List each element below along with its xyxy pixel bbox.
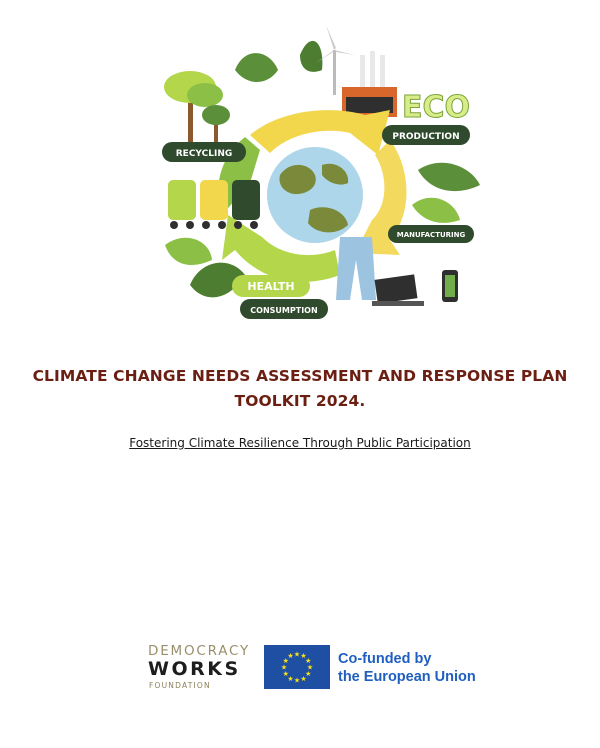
eu-star-icon: ★ [305, 657, 312, 665]
eco-cycle-illustration [150, 15, 480, 325]
eu-star-icon: ★ [282, 670, 289, 678]
eu-star-icon: ★ [293, 650, 301, 659]
eu-cofunded-text [338, 650, 476, 686]
eu-star-icon: ★ [300, 674, 307, 683]
phone-icon [442, 270, 458, 302]
title-line-1: CLIMATE CHANGE NEEDS ASSESSMENT AND RESPONSE PLAN [32, 367, 568, 385]
logo-line-foundation: FOUNDATION [149, 681, 211, 690]
tree-icon [164, 71, 230, 145]
document-title [20, 364, 580, 414]
eu-line-2: the European Union [338, 669, 476, 685]
eu-star-icon: ★ [300, 652, 307, 661]
health-label-pill [232, 275, 310, 297]
eu-star-icon: ★ [282, 657, 289, 665]
eu-star-icon: ★ [280, 663, 288, 672]
eu-star-icon: ★ [305, 670, 312, 678]
recycling-label: RECYCLING [175, 149, 233, 159]
subtitle-text: Fostering Climate Resilience Through Public Participation [129, 436, 471, 450]
consumption-label: CONSUMPTION [250, 306, 318, 315]
health-label: HEALTH [247, 280, 295, 293]
factory-icon [342, 51, 397, 117]
laptop-icon [372, 274, 424, 306]
recycling-label-pill [162, 142, 246, 162]
democracy-works-foundation-logo [148, 643, 260, 695]
eco-label: ECO [402, 90, 471, 125]
consumption-label-pill [240, 299, 328, 319]
title-line-2: TOOLKIT 2024. [234, 392, 366, 410]
eu-star-icon: ★ [287, 674, 294, 683]
jeans-icon [336, 237, 376, 300]
eu-star-icon: ★ [287, 652, 294, 661]
logo-line-works: WORKS [148, 658, 241, 680]
eu-star-icon: ★ [306, 663, 314, 672]
logo-line-democracy: DEMOCRACY [148, 643, 251, 659]
production-label: PRODUCTION [392, 132, 460, 142]
production-label-pill [382, 125, 470, 145]
manufacturing-label-pill [388, 225, 474, 243]
eu-flag-icon [264, 645, 330, 689]
manufacturing-label: MANUFACTURING [396, 231, 466, 239]
eu-star-icon: ★ [293, 676, 301, 685]
document-subtitle [20, 436, 580, 450]
recycling-bins-icon [168, 180, 260, 229]
globe-icon [267, 147, 363, 243]
eu-line-1: Co-funded by [338, 651, 432, 667]
